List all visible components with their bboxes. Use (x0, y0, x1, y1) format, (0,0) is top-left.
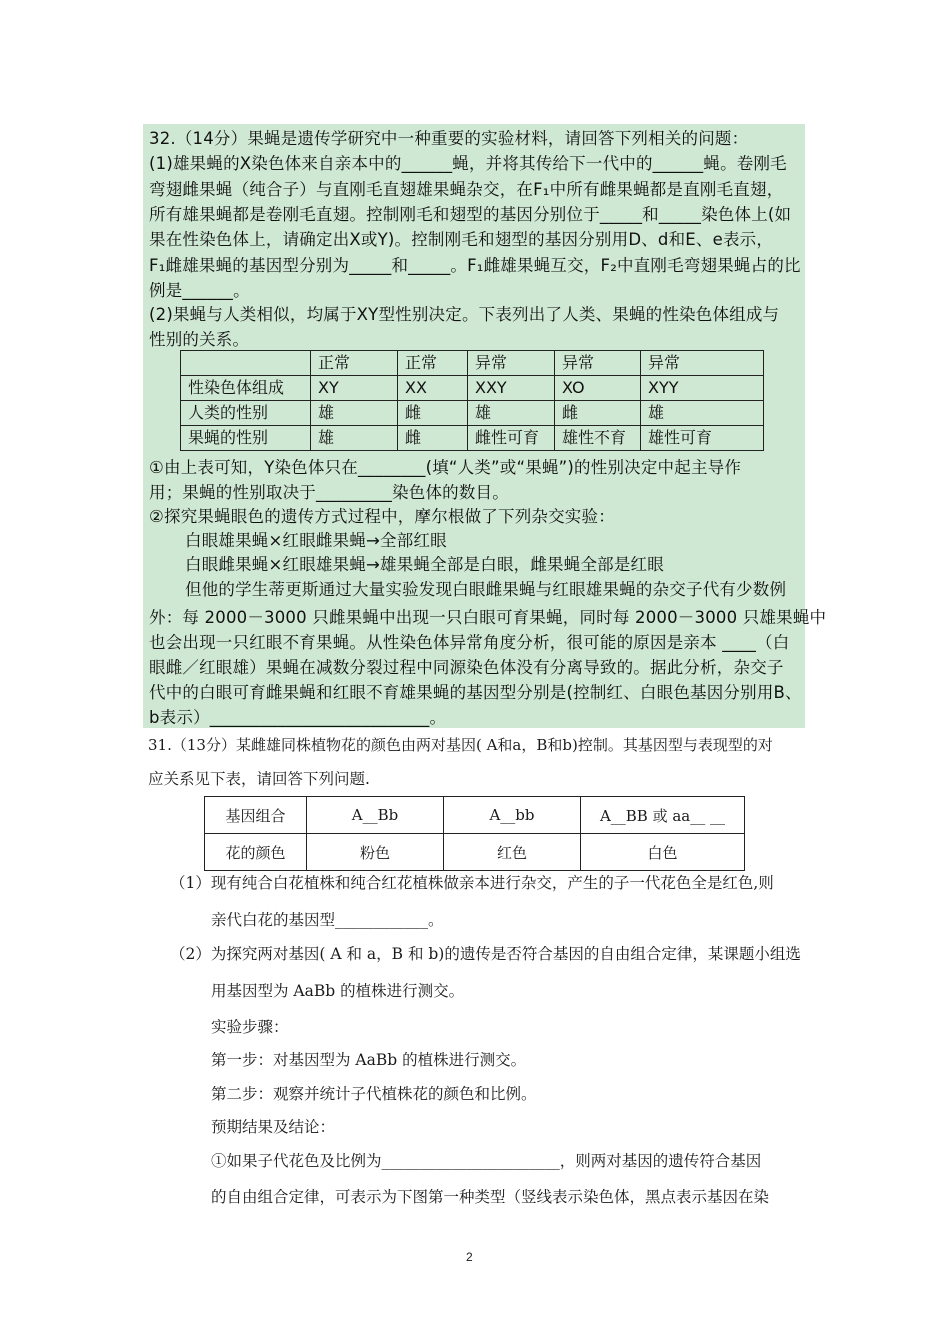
page-number: 2 (466, 1250, 473, 1264)
table-cell: 异常 (641, 351, 764, 376)
table-row (181, 376, 764, 401)
table-cell: 雄 (311, 426, 398, 451)
step-2: 第二步：观察并统计子代植株花的颜色和比例。 (211, 1085, 537, 1103)
table-cell: A__BB 或 aa__ __ (581, 797, 745, 834)
question-32-line: b表示）__________________________。 (149, 708, 447, 727)
table-cell: 异常 (555, 351, 641, 376)
table-cell: 雄性不育 (555, 426, 641, 451)
step-1: 第一步：对基因型为 AaBb 的植株进行测交。 (211, 1051, 527, 1069)
table-cell (181, 351, 311, 376)
question-32-line: ②探究果蝇眼色的遗传方式过程中，摩尔根做了下列杂交实验： (149, 507, 615, 526)
table-cell: 白色 (581, 834, 745, 871)
table-cell: 雄 (641, 401, 764, 426)
table-row (205, 797, 745, 834)
table-cell: 红色 (444, 834, 581, 871)
table-row (205, 834, 745, 871)
table-header-row (181, 351, 764, 376)
result-1-cont: 的自由组合定律，可表示为下图第一种类型（竖线表示染色体，黑点表示基因在染 (211, 1188, 770, 1206)
question-32-line: (2)果蝇与人类相似，均属于XY型性别决定。下表列出了人类、果蝇的性染色体组成与 (149, 305, 780, 324)
question-32-line: (1)雄果蝇的X染色体来自亲本中的______蝇，并将其传给下一代中的______蝇。卷刚毛 (149, 154, 787, 173)
table-cell: 雄 (311, 401, 398, 426)
table-cell: A__Bb (307, 797, 444, 834)
question-32-line: 白眼雄果蝇×红眼雌果蝇→全部红眼 (185, 531, 447, 550)
part-1-text-cont: 亲代白花的基因型____________。 (211, 911, 444, 929)
question-32-line: 所有雄果蝇都是卷刚毛直翅。控制刚毛和翅型的基因分别位于_____和_____染色体上(如 (149, 205, 792, 224)
table-cell: 雌 (398, 401, 468, 426)
result-title: 预期结果及结论： (211, 1118, 336, 1136)
question-32-line: 外：每 2000－3000 只雌果蝇中出现一只白眼可育果蝇，同时每 2000－3000 只雄果蝇中 (149, 608, 827, 627)
steps-title: 实验步骤： (211, 1018, 289, 1036)
table-cell: XX (398, 376, 468, 401)
question-32-line: ①由上表可知，Y染色体只在________(填“人类”或“果蝇”)的性别决定中起主导作 (149, 458, 742, 477)
table-cell: 雄性可育 (641, 426, 764, 451)
question-32-line: 也会出现一只红眼不育果蝇。从性染色体异常角度分析，很可能的原因是亲本 ____（白 (149, 633, 790, 652)
question-31-intro-cont: 应关系见下表，请回答下列问题. (148, 770, 370, 788)
table-cell: 正常 (398, 351, 468, 376)
sex-chromosome-table (180, 350, 764, 451)
part-2-text: （2）为探究两对基因( A 和 a，B 和 b)的遗传是否符合基因的自由组合定律，某课题小组选 (170, 945, 801, 963)
table-cell: 雌 (398, 426, 468, 451)
question-32-line: F₁雌雄果蝇的基因型分别为_____和_____。F₁雌雄果蝇互交，F₂中直刚毛弯翅果蝇占的比 (149, 256, 801, 275)
table-cell: 粉色 (307, 834, 444, 871)
table-cell: A__bb (444, 797, 581, 834)
part-1-text: （1）现有纯合白花植株和纯合红花植株做亲本进行杂交，产生的子一代花色全是红色,则 (170, 874, 774, 892)
part-2-text-cont: 用基因型为 AaBb 的植株进行测交。 (211, 982, 465, 1000)
table-cell: 性染色体组成 (181, 376, 311, 401)
table-cell: 异常 (468, 351, 555, 376)
table-cell: XY (311, 376, 398, 401)
question-32-line: 用；果蝇的性别取决于_________染色体的数目。 (149, 483, 509, 502)
table-cell: XO (555, 376, 641, 401)
question-32-line: 代中的白眼可育雌果蝇和红眼不育雄果蝇的基因型分别是(控制红、白眼色基因分别用B、 (149, 683, 802, 702)
question-32-line: 弯翅雌果蝇（纯合子）与直刚毛直翅雄果蝇杂交，在F₁中所有雌果蝇都是直刚毛直翅， (149, 180, 784, 199)
question-32-line: 眼雌／红眼雄）果蝇在减数分裂过程中同源染色体没有分离导致的。据此分析，杂交子 (149, 658, 784, 677)
table-cell: 果蝇的性别 (181, 426, 311, 451)
table-cell: 雌 (555, 401, 641, 426)
table-row (181, 426, 764, 451)
table-cell: 花的颜色 (205, 834, 307, 871)
question-31-intro: 31.（13分）某雌雄同株植物花的颜色由两对基因( A和a，B和b)控制。其基因型与表现型的对 (148, 736, 773, 754)
question-32-line: 果在性染色体上，请确定出X或Y)。控制刚毛和翅型的基因分别用D、d和E、e表示， (149, 230, 774, 249)
table-cell: XXY (468, 376, 555, 401)
question-32-line: 性别的关系。 (149, 330, 250, 349)
genotype-table (204, 796, 745, 871)
table-cell: 雄 (468, 401, 555, 426)
result-1: ①如果子代花色及比例为_______________________，则两对基因的遗传符合基因 (211, 1152, 762, 1170)
table-row (181, 401, 764, 426)
question-32-line: 例是______。 (149, 281, 250, 300)
question-32-line: 白眼雌果蝇×红眼雄果蝇→雄果蝇全部是白眼，雌果蝇全部是红眼 (185, 555, 664, 574)
table-cell: 正常 (311, 351, 398, 376)
question-32-line: 但他的学生蒂更斯通过大量实验发现白眼雌果蝇与红眼雄果蝇的杂交子代有少数例 (185, 580, 787, 599)
table-cell: 雌性可育 (468, 426, 555, 451)
question-32-line: 32.（14分）果蝇是遗传学研究中一种重要的实验材料，请回答下列相关的问题： (149, 129, 749, 148)
table-cell: XYY (641, 376, 764, 401)
table-cell: 人类的性别 (181, 401, 311, 426)
table-cell: 基因组合 (205, 797, 307, 834)
